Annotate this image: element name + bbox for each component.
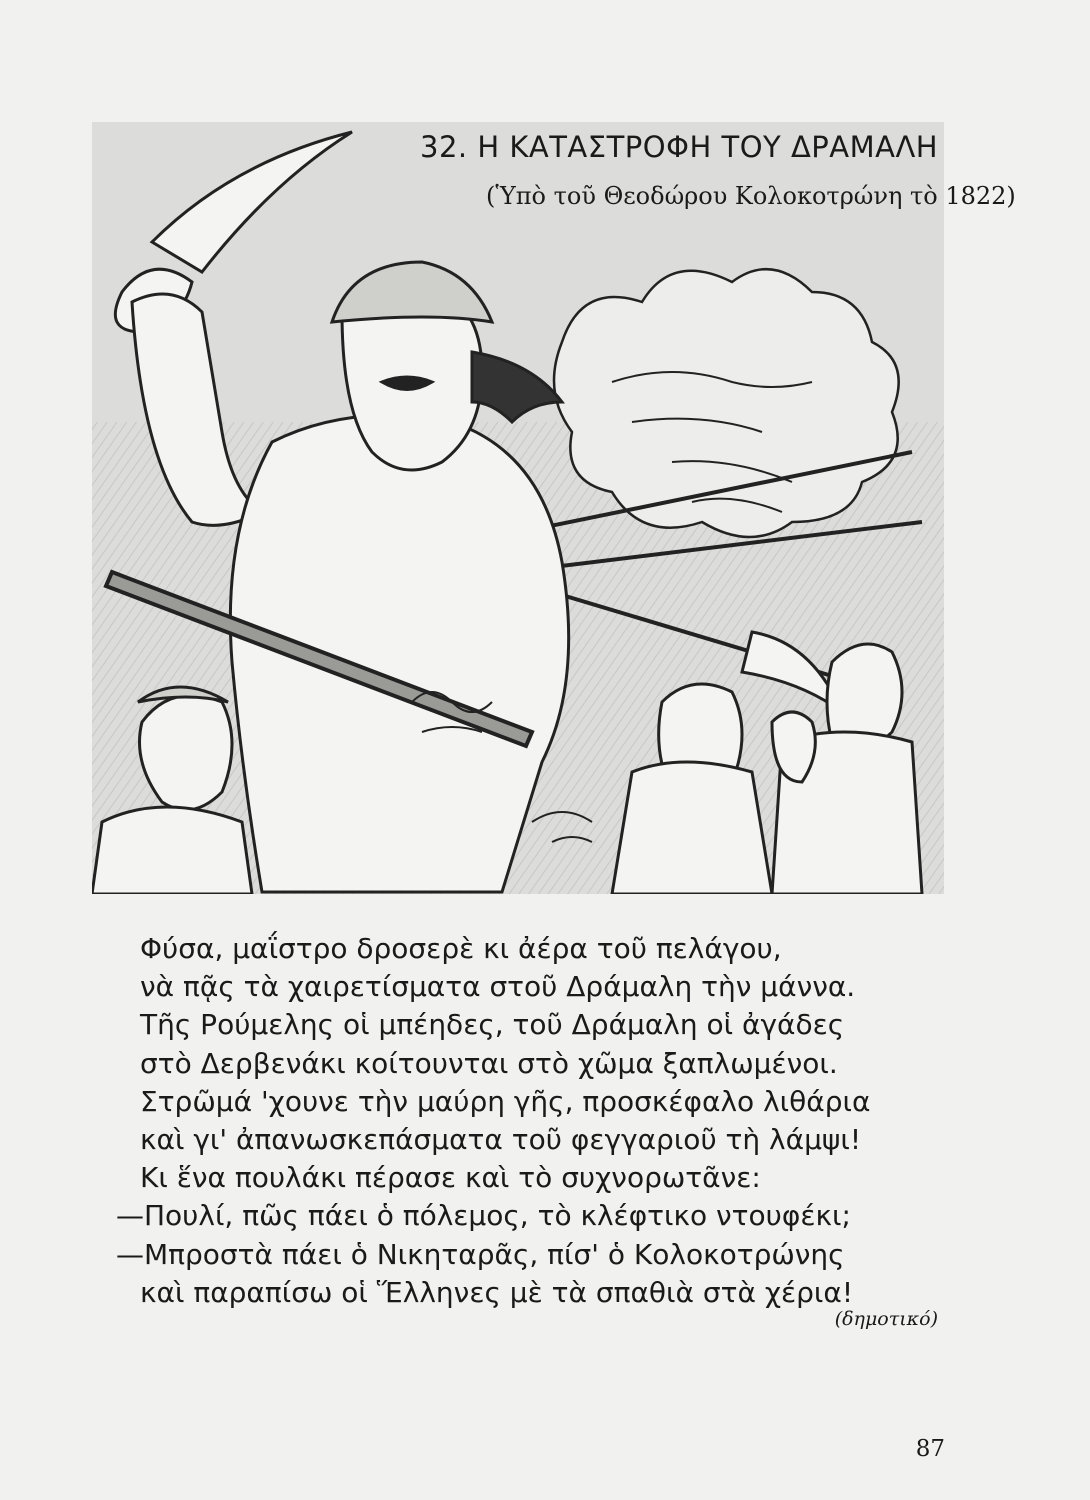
poem-line: Στρῶμά 'χουνε τὴν μαύρη γῆς, προσκέφαλο λιθάρια bbox=[140, 1084, 871, 1118]
poem-line: Κι ἕνα πουλάκι πέρασε καὶ τὸ συχνορωτᾶνε: bbox=[140, 1161, 761, 1195]
poem-text bbox=[116, 930, 960, 1312]
poem-line: Φύσα, μαΐστρο δροσερὲ κι ἀέρα τοῦ πελάγου, bbox=[140, 932, 782, 965]
poem-line: —Μπροστὰ πάει ὁ Νικηταρᾶς, πίσ' ὁ Κολοκοτρώνης bbox=[116, 1237, 845, 1271]
poem-line: νὰ πᾷς τὰ χαιρετίσματα στοῦ Δράμαλη τὴν μάννα. bbox=[140, 970, 856, 1004]
klepht-warriors-illustration bbox=[92, 122, 944, 894]
poem-line: Τῆς Ρούμελης οἱ μπέηδες, τοῦ Δράμαλη οἱ ἀγάδες bbox=[140, 1008, 845, 1042]
poem-line: στὸ Δερβενάκι κοίτουνται στὸ χῶμα ξαπλωμένοι. bbox=[140, 1046, 838, 1080]
poem-title: 32. Η ΚΑΤΑΣΤΡΟΦΗ ΤΟΥ ΔΡΑΜΑΛΗ bbox=[420, 130, 939, 164]
poem-line: —Πουλί, πῶς πάει ὁ πόλεμος, τὸ κλέφτικο ντουφέκι; bbox=[116, 1199, 851, 1233]
page-number: 87 bbox=[915, 1436, 945, 1462]
poem-subtitle: (Ὑπὸ τοῦ Θεοδώρου Κολοκοτρώνη τὸ 1822) bbox=[486, 182, 1016, 210]
poem-source: (δημοτικό) bbox=[834, 1308, 938, 1330]
poem-line: καὶ παραπίσω οἱ Ἕλληνες μὲ τὰ σπαθιὰ στὰ χέρια! bbox=[140, 1275, 854, 1309]
poem-line: καὶ γι' ἀπανωσκεπάσματα τοῦ φεγγαριοῦ τὴ λάμψι! bbox=[140, 1123, 862, 1157]
